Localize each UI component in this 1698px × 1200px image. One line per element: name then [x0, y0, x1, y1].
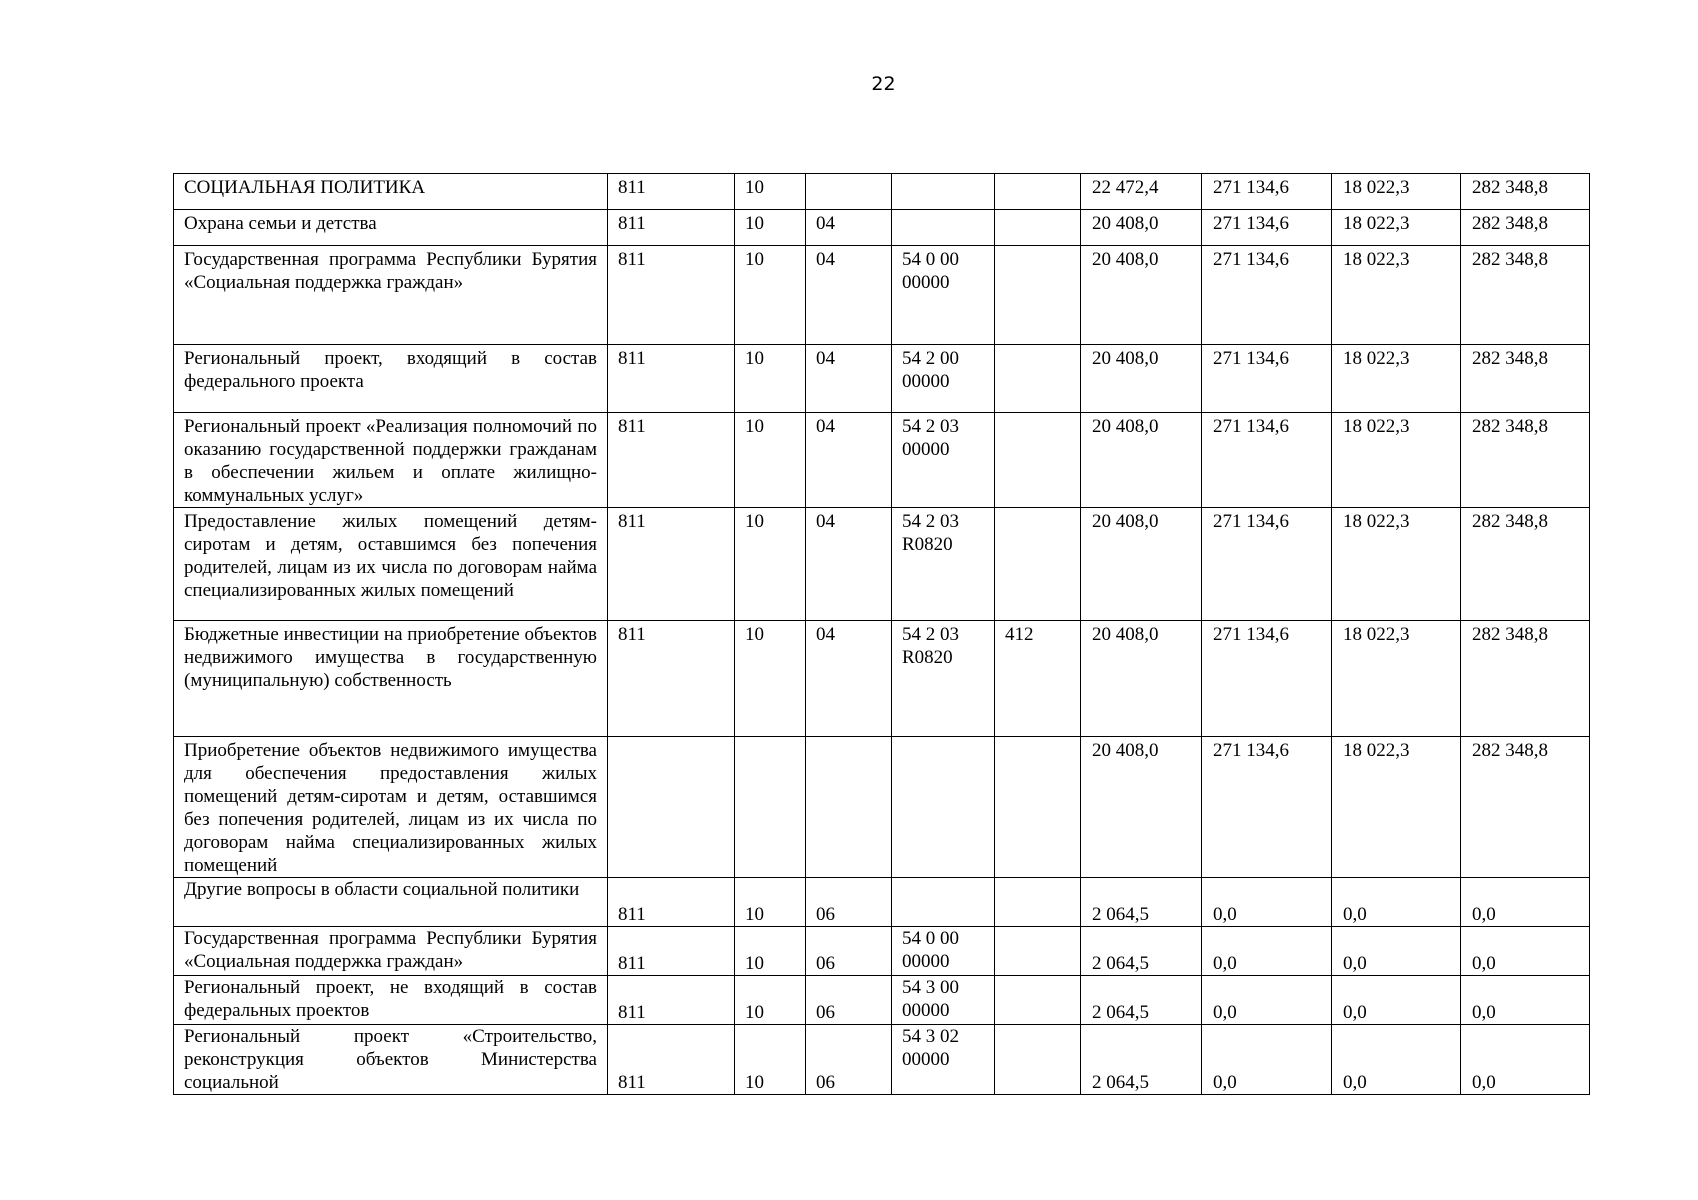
row-name: Региональный проект, входящий в состав федерального проекта — [174, 345, 608, 413]
ved-code: 811 — [608, 508, 735, 621]
amount-1: 20 408,0 — [1081, 246, 1202, 345]
table-row — [174, 1025, 1590, 1095]
amount-3: 18 022,3 — [1332, 210, 1461, 246]
amount-2: 271 134,6 — [1202, 210, 1332, 246]
amount-3: 18 022,3 — [1332, 246, 1461, 345]
expense-type-code: 412 — [995, 621, 1081, 737]
target-item-code: 54 3 02 00000 — [892, 1025, 995, 1095]
section-code: 10 — [735, 345, 806, 413]
section-code — [735, 737, 806, 878]
section-code: 10 — [735, 246, 806, 345]
section-code: 10 — [735, 927, 806, 976]
section-code: 10 — [735, 413, 806, 508]
expense-type-code — [995, 1025, 1081, 1095]
subsection-code: 06 — [806, 878, 892, 927]
table-row — [174, 246, 1590, 345]
ved-code: 811 — [608, 246, 735, 345]
table-row — [174, 878, 1590, 927]
amount-2: 271 134,6 — [1202, 345, 1332, 413]
section-code: 10 — [735, 621, 806, 737]
row-name: СОЦИАЛЬНАЯ ПОЛИТИКА — [174, 174, 608, 210]
expense-type-code — [995, 413, 1081, 508]
amount-1: 2 064,5 — [1081, 878, 1202, 927]
amount-3: 18 022,3 — [1332, 345, 1461, 413]
target-item-code — [892, 210, 995, 246]
amount-2: 271 134,6 — [1202, 246, 1332, 345]
table-row — [174, 976, 1590, 1025]
row-name: Приобретение объектов недвижимого имущества для обеспечения предоставления жилых помещений детям-сиротам и детям, оставшимся без попечения родителей, лицам из их числа по договорам найма специализированных жилых помещений — [174, 737, 608, 878]
budget-table — [173, 173, 1590, 1095]
expense-type-code — [995, 345, 1081, 413]
target-item-code: 54 0 00 00000 — [892, 927, 995, 976]
amount-1: 22 472,4 — [1081, 174, 1202, 210]
amount-3: 18 022,3 — [1332, 413, 1461, 508]
target-item-code — [892, 737, 995, 878]
amount-2: 0,0 — [1202, 1025, 1332, 1095]
ved-code: 811 — [608, 174, 735, 210]
target-item-code: 54 0 00 00000 — [892, 246, 995, 345]
expense-type-code — [995, 878, 1081, 927]
amount-1: 2 064,5 — [1081, 976, 1202, 1025]
subsection-code: 04 — [806, 210, 892, 246]
amount-2: 271 134,6 — [1202, 174, 1332, 210]
amount-4: 282 348,8 — [1461, 737, 1590, 878]
subsection-code: 04 — [806, 621, 892, 737]
table-row — [174, 621, 1590, 737]
amount-4: 282 348,8 — [1461, 246, 1590, 345]
amount-4: 282 348,8 — [1461, 174, 1590, 210]
amount-1: 2 064,5 — [1081, 927, 1202, 976]
subsection-code: 06 — [806, 1025, 892, 1095]
target-item-code: 54 2 03 R0820 — [892, 508, 995, 621]
amount-1: 2 064,5 — [1081, 1025, 1202, 1095]
subsection-code: 06 — [806, 976, 892, 1025]
ved-code: 811 — [608, 210, 735, 246]
amount-4: 282 348,8 — [1461, 413, 1590, 508]
row-name: Бюджетные инвестиции на приобретение объектов недвижимого имущества в государственную (муниципальную) собственность — [174, 621, 608, 737]
amount-3: 0,0 — [1332, 1025, 1461, 1095]
amount-4: 282 348,8 — [1461, 345, 1590, 413]
target-item-code: 54 2 03 R0820 — [892, 621, 995, 737]
amount-3: 18 022,3 — [1332, 737, 1461, 878]
table-row — [174, 210, 1590, 246]
section-code: 10 — [735, 508, 806, 621]
amount-1: 20 408,0 — [1081, 413, 1202, 508]
table-row — [174, 413, 1590, 508]
row-name: Предоставление жилых помещений детям-сиротам и детям, оставшимся без попечения родителей, лицам из их числа по договорам найма специализированных жилых помещений — [174, 508, 608, 621]
target-item-code: 54 2 00 00000 — [892, 345, 995, 413]
expense-type-code — [995, 976, 1081, 1025]
amount-1: 20 408,0 — [1081, 508, 1202, 621]
expense-type-code — [995, 246, 1081, 345]
target-item-code — [892, 174, 995, 210]
ved-code: 811 — [608, 1025, 735, 1095]
amount-4: 0,0 — [1461, 927, 1590, 976]
section-code: 10 — [735, 210, 806, 246]
target-item-code: 54 2 03 00000 — [892, 413, 995, 508]
row-name: Государственная программа Республики Бурятия «Социальная поддержка граждан» — [174, 927, 608, 976]
section-code: 10 — [735, 976, 806, 1025]
section-code: 10 — [735, 878, 806, 927]
row-name: Охрана семьи и детства — [174, 210, 608, 246]
amount-3: 0,0 — [1332, 976, 1461, 1025]
section-code: 10 — [735, 1025, 806, 1095]
ved-code: 811 — [608, 976, 735, 1025]
table-row — [174, 174, 1590, 210]
table-row — [174, 927, 1590, 976]
subsection-code: 04 — [806, 508, 892, 621]
target-item-code: 54 3 00 00000 — [892, 976, 995, 1025]
target-item-code — [892, 878, 995, 927]
expense-type-code — [995, 174, 1081, 210]
table-row — [174, 737, 1590, 878]
table-row — [174, 345, 1590, 413]
amount-3: 0,0 — [1332, 878, 1461, 927]
amount-2: 271 134,6 — [1202, 508, 1332, 621]
amount-3: 18 022,3 — [1332, 508, 1461, 621]
subsection-code: 04 — [806, 413, 892, 508]
expense-type-code — [995, 927, 1081, 976]
row-name: Государственная программа Республики Бурятия «Социальная поддержка граждан» — [174, 246, 608, 345]
amount-2: 271 134,6 — [1202, 621, 1332, 737]
amount-2: 271 134,6 — [1202, 413, 1332, 508]
expense-type-code — [995, 737, 1081, 878]
subsection-code: 06 — [806, 927, 892, 976]
ved-code: 811 — [608, 345, 735, 413]
amount-1: 20 408,0 — [1081, 621, 1202, 737]
amount-1: 20 408,0 — [1081, 737, 1202, 878]
amount-3: 0,0 — [1332, 927, 1461, 976]
subsection-code: 04 — [806, 345, 892, 413]
ved-code: 811 — [608, 621, 735, 737]
row-name: Региональный проект, не входящий в состав федеральных проектов — [174, 976, 608, 1025]
row-name: Региональный проект «Реализация полномочий по оказанию государственной поддержки гражданам в обеспечении жильем и оплате жилищно-коммунальных услуг» — [174, 413, 608, 508]
page-number: 22 — [871, 73, 896, 95]
amount-3: 18 022,3 — [1332, 621, 1461, 737]
ved-code: 811 — [608, 878, 735, 927]
subsection-code: 04 — [806, 246, 892, 345]
expense-type-code — [995, 210, 1081, 246]
subsection-code — [806, 737, 892, 878]
amount-2: 0,0 — [1202, 927, 1332, 976]
amount-4: 0,0 — [1461, 1025, 1590, 1095]
amount-2: 0,0 — [1202, 976, 1332, 1025]
amount-4: 282 348,8 — [1461, 621, 1590, 737]
amount-4: 282 348,8 — [1461, 508, 1590, 621]
amount-1: 20 408,0 — [1081, 210, 1202, 246]
amount-2: 271 134,6 — [1202, 737, 1332, 878]
amount-4: 0,0 — [1461, 878, 1590, 927]
subsection-code — [806, 174, 892, 210]
amount-1: 20 408,0 — [1081, 345, 1202, 413]
ved-code: 811 — [608, 927, 735, 976]
ved-code: 811 — [608, 413, 735, 508]
amount-3: 18 022,3 — [1332, 174, 1461, 210]
amount-4: 282 348,8 — [1461, 210, 1590, 246]
row-name: Региональный проект «Строительство, реконструкция объектов Министерства социальной — [174, 1025, 608, 1095]
row-name: Другие вопросы в области социальной политики — [174, 878, 608, 927]
amount-4: 0,0 — [1461, 976, 1590, 1025]
table-row — [174, 508, 1590, 621]
amount-2: 0,0 — [1202, 878, 1332, 927]
expense-type-code — [995, 508, 1081, 621]
section-code: 10 — [735, 174, 806, 210]
ved-code — [608, 737, 735, 878]
